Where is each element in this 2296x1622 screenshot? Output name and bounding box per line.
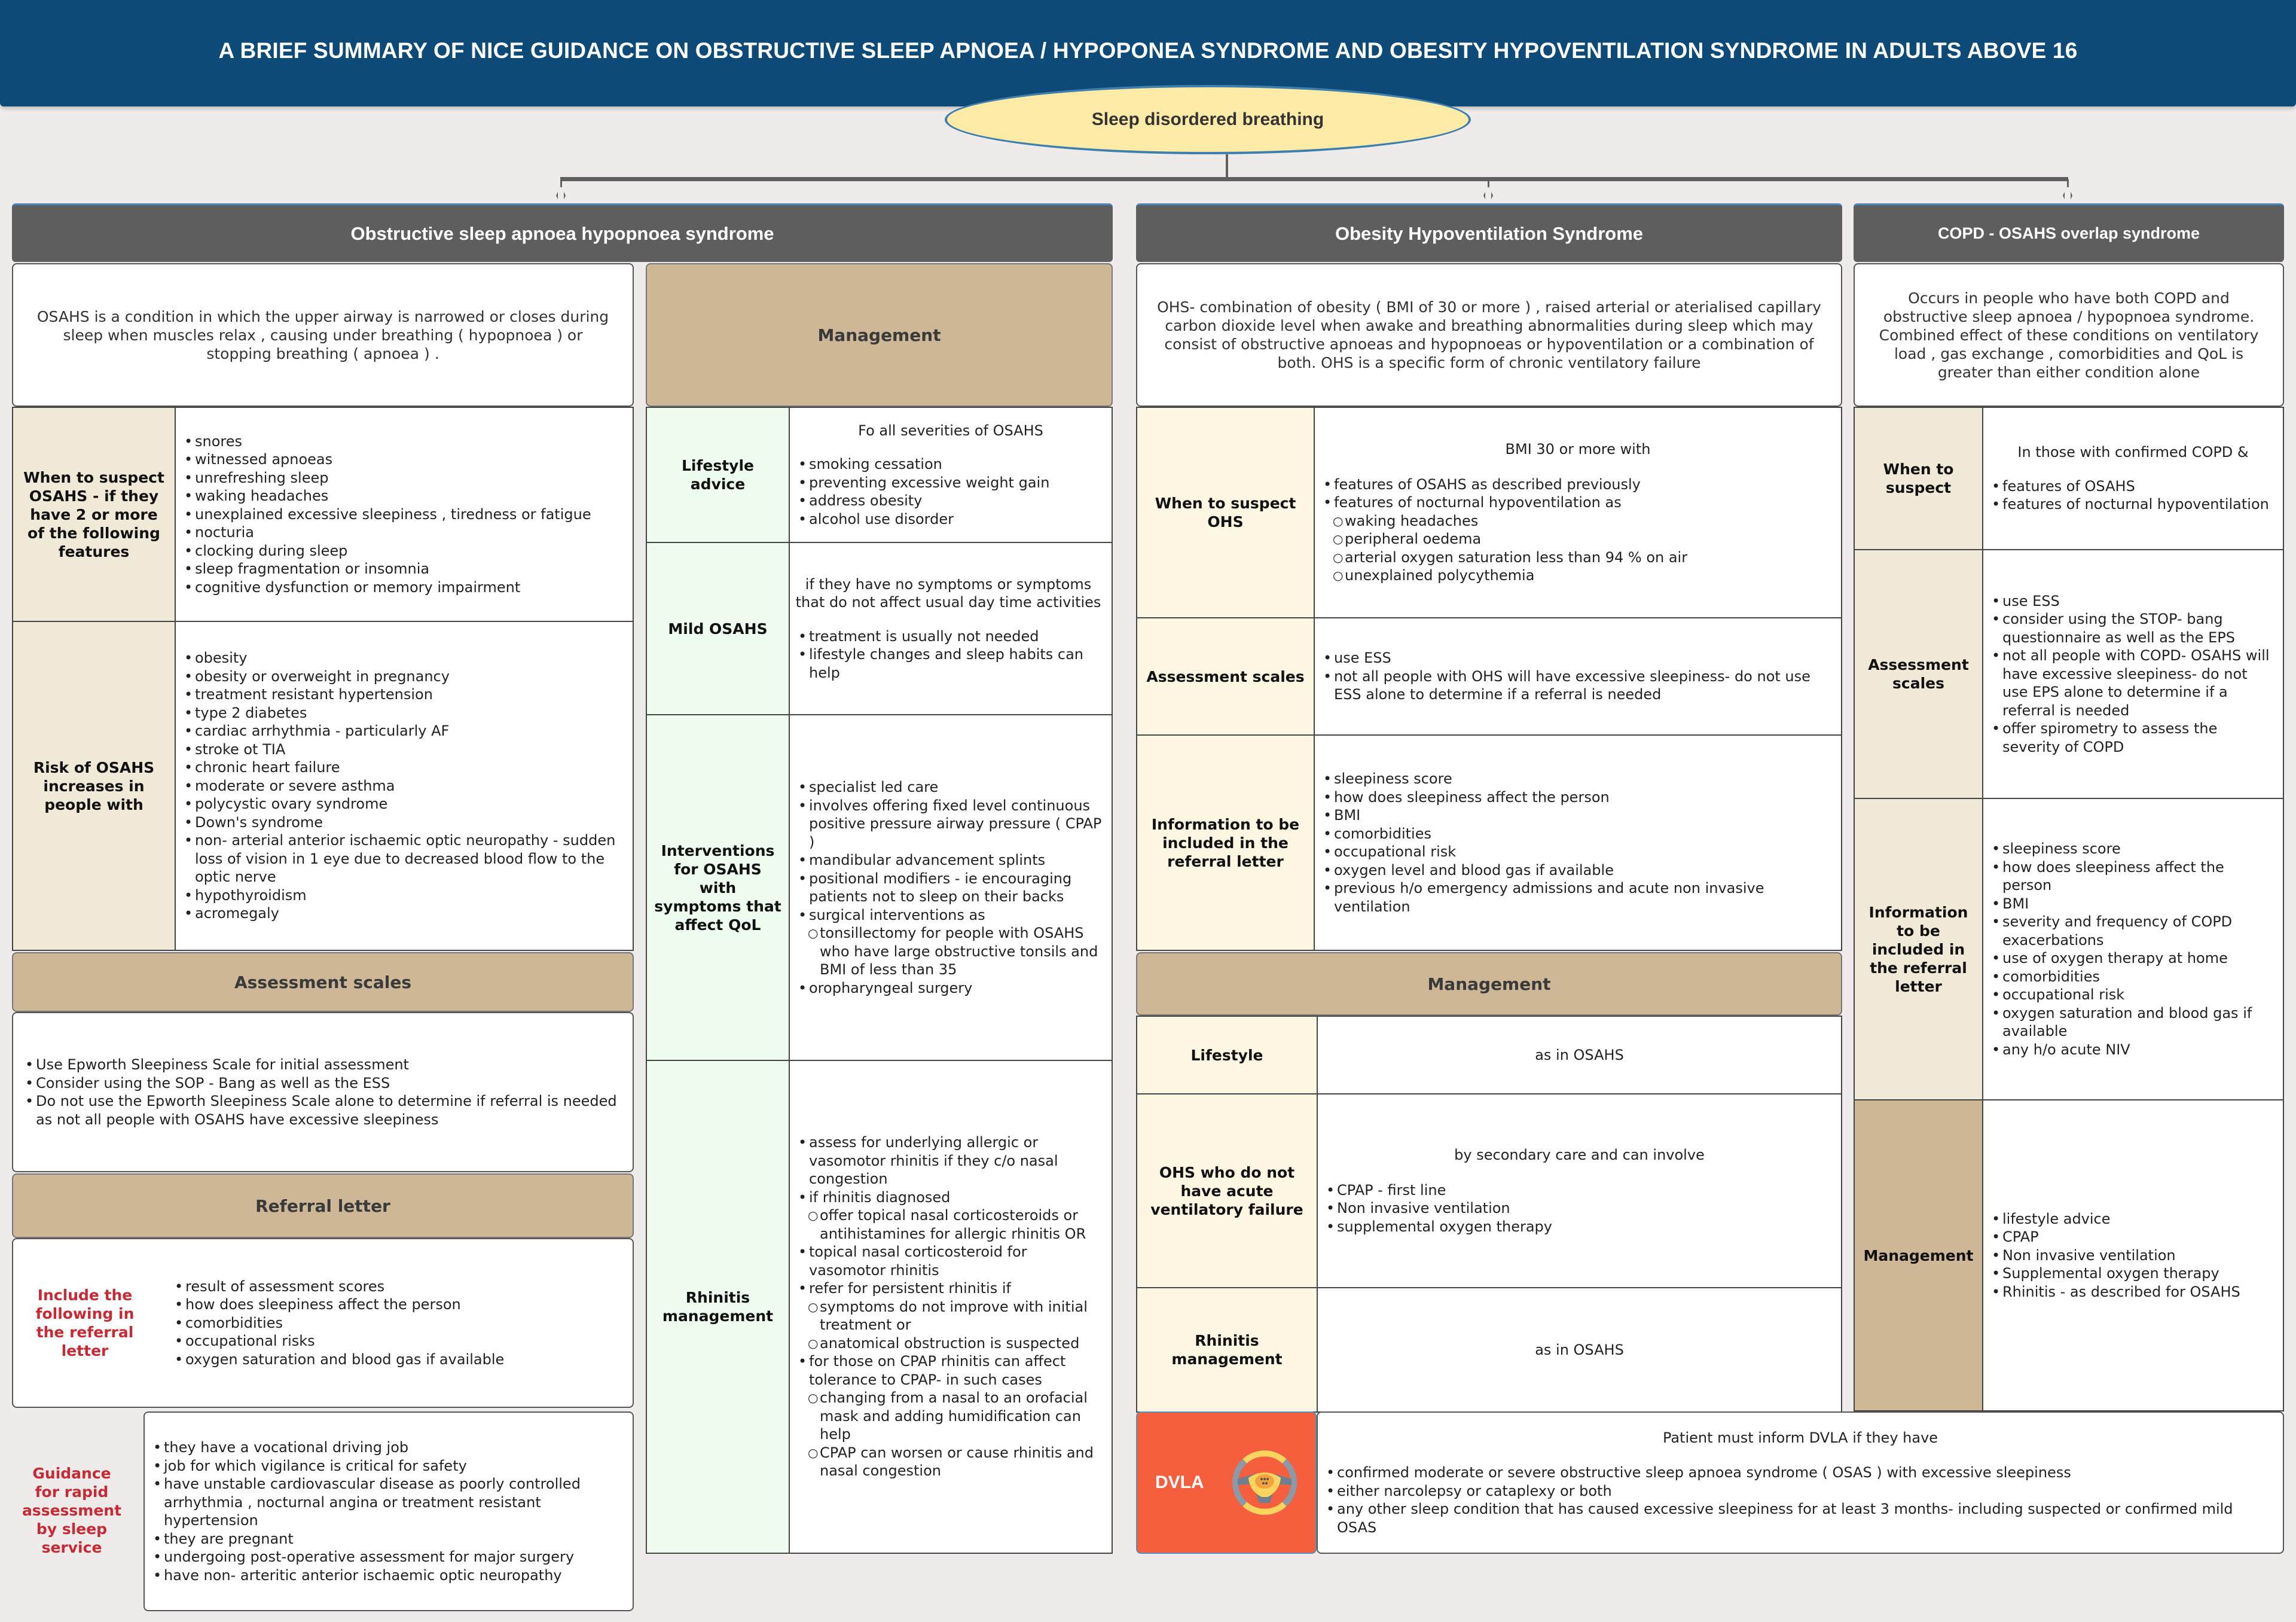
management-mild-row	[646, 543, 1113, 715]
ohs-rhinitis-content	[1318, 1288, 1841, 1411]
list-item: • result of assessment scores	[175, 1278, 624, 1296]
list-item: • clocking during sleep	[184, 542, 624, 560]
copd-referral-list	[1992, 840, 2274, 1059]
list-item: • undergoing post-operative assessment for major surgery	[153, 1548, 624, 1566]
osahs-management-header-label: Management	[817, 325, 941, 345]
ohs-assessment-label: Assessment scales	[1137, 618, 1315, 734]
osahs-assessment-header-label: Assessment scales	[234, 972, 411, 992]
list-item: • lifestyle changes and sleep habits can help	[798, 645, 1103, 682]
list-item: • Consider using the SOP - Bang as well as the ESS	[25, 1074, 624, 1093]
list-item: • Down's syndrome	[184, 813, 624, 832]
list-item: • witnessed apnoeas	[184, 450, 624, 469]
list-item: • preventing excessive weight gain	[798, 474, 1103, 492]
list-item: • job for which vigilance is critical for safety	[153, 1457, 624, 1475]
osahs-management-table	[646, 407, 1113, 1554]
management-lifestyle-content	[790, 408, 1112, 542]
sub-list-item: ○ symptoms do not improve with initial treatment or	[798, 1298, 1103, 1334]
list-item: • oxygen saturation and blood gas if available	[1992, 1004, 2274, 1041]
copd-suspect-intro: In those with confirmed COPD &	[2017, 444, 2249, 461]
ohs-criteria-table	[1136, 407, 1842, 951]
dvla-intro: Patient must inform DVLA if they have	[1662, 1429, 1938, 1446]
list-item: • comorbidities	[175, 1314, 624, 1333]
osahs-rapid-content	[145, 1438, 633, 1584]
list-item: • oxygen level and blood gas if available	[1323, 861, 1833, 880]
osahs-suspect-content	[176, 408, 633, 621]
ohs-definition-text: OHS- combination of obesity ( BMI of 30 or more ) , raised arterial or aterialised capillary carbon dioxide level when awake and breathing abnormalities during sleep which may consist of obstructive apnoeas and hypopnoeas or hypoventilation or a combination of both. OHS is a specific form of chronic ventilatory failure	[1157, 298, 1821, 371]
management-lifestyle-row	[646, 407, 1113, 543]
management-mild-label: Mild OSAHS	[647, 543, 790, 714]
sub-list-item: ○ anatomical obstruction is suspected	[798, 1334, 1103, 1353]
list-item: • treatment resistant hypertension	[184, 685, 624, 704]
list-item: • chronic heart failure	[184, 758, 624, 777]
osahs-risk-label: Risk of OSAHS increases in people with	[13, 622, 176, 950]
sub-list-item: ○ arterial oxygen saturation less than 94 % on air	[1323, 548, 1833, 567]
list-item: • they are pregnant	[153, 1530, 624, 1548]
osahs-referral-card	[12, 1238, 634, 1408]
copd-definition-text: Occurs in people who have both COPD and obstructive sleep apnoea / hypopnoea syndrome. Combined effect of these conditions on ventilatory load , gas exchange , comorbidities and QoL is greater than either condition alone	[1879, 289, 2259, 381]
osahs-assessment-header	[12, 952, 634, 1012]
list-item: • cognitive dysfunction or memory impairment	[184, 578, 624, 597]
management-rhinitis-label: Rhinitis management	[647, 1061, 790, 1553]
osahs-assessment-card	[12, 1012, 634, 1172]
list-item: • not all people with COPD- OSAHS will have excessive sleepiness- do not use EPS alone to determine if a referral is needed	[1992, 647, 2274, 719]
list-item: • features of nocturnal hypoventilation	[1992, 495, 2274, 514]
management-interventions-label: Interventions for OSAHS with symptoms that affect QoL	[647, 715, 790, 1060]
sub-list-item: ○ unexplained polycythemia	[1323, 566, 1833, 585]
ohs-management-header-label: Management	[1427, 974, 1551, 994]
list-item: • not all people with OHS will have excessive sleepiness- do not use ESS alone to determine if a referral is needed	[1323, 667, 1833, 704]
copd-assessment-row	[1854, 550, 2284, 799]
list-item: • Non invasive ventilation	[1992, 1246, 2274, 1265]
ohs-rhinitis-row	[1136, 1288, 1842, 1413]
page-title: A BRIEF SUMMARY OF NICE GUIDANCE ON OBSTRUCTIVE SLEEP APNOEA / HYPOPONEA SYNDROME AND OBESITY HYPOVENTILATION SYNDROME IN ADULTS ABOVE 16	[218, 38, 2078, 63]
osahs-rapid-label: Guidance for rapid assessment by sleep service	[22, 1464, 122, 1556]
ohs-definition-card	[1136, 263, 1842, 407]
list-item: • polycystic ovary syndrome	[184, 795, 624, 813]
list-item: • offer spirometry to assess the severity of COPD	[1992, 719, 2274, 756]
list-item: • treatment is usually not needed	[798, 627, 1103, 646]
ohs-suspect-content	[1315, 408, 1841, 617]
dvla-list	[1326, 1464, 2274, 1536]
management-interventions-list	[798, 778, 1103, 997]
osahs-rapid-card	[144, 1411, 634, 1611]
list-item: • previous h/o emergency admissions and acute non invasive ventilation	[1323, 879, 1833, 916]
ohs-management-table	[1136, 1016, 1842, 1413]
management-interventions-content	[790, 715, 1112, 1060]
list-item: • use ESS	[1323, 649, 1833, 667]
root-node-label: Sleep disordered breathing	[1091, 109, 1324, 129]
list-item: • stroke ot TIA	[184, 740, 624, 759]
dvla-badge	[1136, 1411, 1317, 1554]
list-item: • have non- arteritic anterior ischaemic optic neuropathy	[153, 1566, 624, 1585]
management-lifestyle-label: Lifestyle advice	[647, 408, 790, 542]
list-item: • occupational risks	[175, 1332, 624, 1350]
ohs-no-acute-list	[1326, 1181, 1833, 1236]
list-item: • either narcolepsy or cataplexy or both	[1326, 1482, 2274, 1501]
list-item: • occupational risk	[1323, 843, 1833, 861]
ohs-no-acute-label: OHS who do not have acute ventilatory failure	[1137, 1094, 1318, 1287]
ohs-lifestyle-label: Lifestyle	[1137, 1017, 1318, 1093]
ohs-assessment-content	[1315, 618, 1841, 734]
list-item: • how does sleepiness affect the person	[175, 1295, 624, 1314]
osahs-referral-header	[12, 1173, 634, 1238]
sub-list-item: ○ changing from a nasal to an orofacial mask and adding humidification can help	[798, 1389, 1103, 1444]
ohs-lifestyle-row	[1136, 1016, 1842, 1094]
ohs-no-acute-row	[1136, 1094, 1842, 1288]
list-item: • involves offering fixed level continuous positive pressure airway pressure ( CPAP )	[798, 797, 1103, 852]
list-item: • lifestyle advice	[1992, 1210, 2274, 1228]
copd-referral-content	[1983, 799, 2283, 1099]
list-item: • oxygen saturation and blood gas if available	[175, 1350, 624, 1369]
ohs-referral-row	[1136, 736, 1842, 951]
list-item: • specialist led care	[798, 778, 1103, 797]
copd-management-label: Management	[1855, 1100, 1983, 1410]
osahs-rapid-list	[153, 1438, 624, 1584]
list-item: • moderate or severe asthma	[184, 777, 624, 795]
ohs-suspect-list	[1323, 475, 1833, 585]
osahs-risk-list	[184, 649, 624, 923]
copd-suspect-label: When to suspect	[1855, 408, 1983, 549]
sub-list-item: ○ peripheral oedema	[1323, 530, 1833, 548]
list-item: • address obesity	[798, 492, 1103, 510]
column-header-osahs-label: Obstructive sleep apnoea hypopnoea syndrome	[350, 222, 774, 244]
list-item: • unexplained excessive sleepiness , tiredness or fatigue	[184, 505, 624, 524]
ohs-referral-label: Information to be included in the referral letter	[1137, 736, 1315, 950]
sub-list-item: ○ tonsillectomy for people with OSAHS who have large obstructive tonsils and BMI of less than 35	[798, 924, 1103, 979]
list-item: • refer for persistent rhinitis if	[798, 1279, 1103, 1298]
management-rhinitis-list	[798, 1133, 1103, 1480]
ohs-no-acute-content	[1318, 1094, 1841, 1287]
list-item: • obesity	[184, 649, 624, 667]
connector-diamond-copd	[2063, 185, 2072, 206]
ohs-suspect-label: When to suspect OHS	[1137, 408, 1315, 617]
copd-referral-label: Information to be included in the referral letter	[1855, 799, 1983, 1099]
list-item: • alcohol use disorder	[798, 510, 1103, 529]
list-item: • have unstable cardiovascular disease as poorly controlled arrhythmia , nocturnal angina or treatment resistant hypertension	[153, 1475, 624, 1530]
list-item: • Non invasive ventilation	[1326, 1199, 1833, 1218]
copd-management-content	[1983, 1100, 2283, 1410]
list-item: • consider using the STOP- bang questionnaire as well as the EPS	[1992, 610, 2274, 647]
list-item: • sleep fragmentation or insomnia	[184, 560, 624, 578]
dvla-label: DVLA	[1155, 1472, 1204, 1492]
list-item: • use of oxygen therapy at home	[1992, 949, 2274, 968]
list-item: • surgical interventions as	[798, 906, 1103, 925]
list-item: • they have a vocational driving job	[153, 1438, 624, 1457]
column-header-copd-label: COPD - OSAHS overlap syndrome	[1937, 224, 2200, 242]
list-item: • oropharyngeal surgery	[798, 979, 1103, 998]
management-mild-intro: if they have no symptoms or symptoms that do not affect usual day time activities	[795, 575, 1101, 611]
list-item: • Rhinitis - as described for OSAHS	[1992, 1283, 2274, 1301]
osahs-assessment-content	[13, 1056, 633, 1129]
list-item: • severity and frequency of COPD exacerbations	[1992, 913, 2274, 949]
osahs-suspect-label: When to suspect OSAHS - if they have 2 or more of the following features	[13, 408, 176, 621]
ohs-lifestyle-content	[1318, 1017, 1841, 1093]
ohs-suspect-intro: BMI 30 or more with	[1505, 441, 1651, 458]
list-item: • how does sleepiness affect the person	[1323, 788, 1833, 807]
list-item: • mandibular advancement splints	[798, 851, 1103, 870]
list-item: • features of OSAHS	[1992, 477, 2274, 496]
sub-list-item: ○ offer topical nasal corticosteroids or antihistamines for allergic rhinitis OR	[798, 1206, 1103, 1243]
list-item: • occupational risk	[1992, 986, 2274, 1004]
list-item: • comorbidities	[1323, 825, 1833, 843]
list-item: • supplemental oxygen therapy	[1326, 1218, 1833, 1236]
osahs-suspect-row	[12, 407, 634, 622]
osahs-risk-content	[176, 622, 633, 950]
osahs-referral-label: Include the following in the referral letter	[35, 1286, 135, 1359]
list-item: • CPAP - first line	[1326, 1181, 1833, 1200]
osahs-referral-header-label: Referral letter	[255, 1196, 390, 1216]
connector-vertical-root	[1226, 154, 1228, 178]
connector-diamond-osahs	[556, 185, 566, 206]
list-item: • sleepiness score	[1323, 770, 1833, 788]
list-item: • sleepiness score	[1992, 840, 2274, 858]
column-header-copd	[1854, 203, 2284, 262]
list-item: • hypothyroidism	[184, 886, 624, 905]
osahs-referral-content	[157, 1239, 633, 1407]
copd-table	[1854, 407, 2284, 1411]
management-interventions-row	[646, 715, 1113, 1061]
list-item: • non- arterial anterior ischaemic optic neuropathy - sudden loss of vision in 1 eye due to decreased blood flow to the optic nerve	[184, 831, 624, 886]
osahs-suspect-list	[184, 432, 624, 597]
list-item: • any h/o acute NIV	[1992, 1041, 2274, 1059]
steering-wheel-icon	[1232, 1449, 1297, 1516]
list-item: • Use Epworth Sleepiness Scale for initial assessment	[25, 1056, 624, 1074]
osahs-definition-text: OSAHS is a condition in which the upper airway is narrowed or closes during sleep when muscles relax , causing under breathing ( hypopnoea ) or stopping breathing ( apnoea ) .	[36, 307, 609, 362]
list-item: • confirmed moderate or severe obstructive sleep apnoea syndrome ( OSAS ) with excessive sleepiness	[1326, 1464, 2274, 1482]
osahs-management-header	[646, 263, 1113, 407]
dvla-content	[1318, 1429, 2283, 1537]
list-item: • CPAP	[1992, 1228, 2274, 1246]
ohs-lifestyle-text: as in OSAHS	[1535, 1046, 1624, 1063]
list-item: • for those on CPAP rhinitis can affect tolerance to CPAP- in such cases	[798, 1352, 1103, 1389]
ohs-referral-content	[1315, 736, 1841, 950]
osahs-definition-card	[12, 263, 634, 407]
connector-diamond-ohs	[1483, 185, 1493, 206]
copd-management-list	[1992, 1210, 2274, 1301]
ohs-rhinitis-label: Rhinitis management	[1137, 1288, 1318, 1411]
management-lifestyle-intro: Fo all severities of OSAHS	[858, 422, 1043, 439]
copd-assessment-list	[1992, 592, 2274, 757]
list-item: • obesity or overweight in pregnancy	[184, 667, 624, 686]
ohs-management-header	[1136, 952, 1842, 1016]
management-mild-content	[790, 543, 1112, 714]
management-mild-list	[793, 627, 1103, 682]
list-item: • Supplemental oxygen therapy	[1992, 1264, 2274, 1283]
copd-suspect-content	[1983, 408, 2283, 549]
copd-referral-row	[1854, 799, 2284, 1100]
copd-definition-card	[1854, 263, 2284, 407]
connector-horizontal	[560, 177, 2068, 181]
list-item: • features of nocturnal hypoventilation as	[1323, 493, 1833, 512]
list-item: • BMI	[1323, 806, 1833, 825]
column-header-ohs	[1136, 203, 1842, 262]
list-item: • cardiac arrhythmia - particularly AF	[184, 722, 624, 740]
list-item: • positional modifiers - ie encouraging patients not to sleep on their backs	[798, 870, 1103, 906]
list-item: • use ESS	[1992, 592, 2274, 611]
management-rhinitis-row	[646, 1061, 1113, 1554]
osahs-referral-list	[175, 1278, 624, 1369]
list-item: • waking headaches	[184, 487, 624, 505]
ohs-referral-list	[1323, 770, 1833, 916]
list-item: • how does sleepiness affect the person	[1992, 858, 2274, 895]
ohs-assessment-row	[1136, 618, 1842, 736]
ohs-assessment-list	[1323, 649, 1833, 704]
root-node-sleep-disordered-breathing	[945, 85, 1471, 154]
copd-suspect-row	[1854, 407, 2284, 550]
management-rhinitis-content	[790, 1061, 1112, 1553]
copd-assessment-content	[1983, 550, 2283, 798]
osahs-assessment-list	[25, 1056, 624, 1129]
list-item: • topical nasal corticosteroid for vasomotor rhinitis	[798, 1243, 1103, 1279]
list-item: • type 2 diabetes	[184, 704, 624, 722]
list-item: • assess for underlying allergic or vasomotor rhinitis if they c/o nasal congestion	[798, 1133, 1103, 1188]
copd-suspect-list	[1992, 477, 2274, 514]
sub-list-item: ○ CPAP can worsen or cause rhinitis and nasal congestion	[798, 1444, 1103, 1480]
column-header-ohs-label: Obesity Hypoventilation Syndrome	[1335, 222, 1644, 244]
copd-management-row	[1854, 1100, 2284, 1411]
list-item: • any other sleep condition that has caused excessive sleepiness for at least 3 months- including suspected or confirmed mild OSAS	[1326, 1500, 2274, 1536]
list-item: • features of OSAHS as described previously	[1323, 475, 1833, 494]
osahs-criteria-table	[12, 407, 634, 951]
list-item: • unrefreshing sleep	[184, 469, 624, 487]
column-header-osahs	[12, 203, 1113, 262]
list-item: • smoking cessation	[798, 455, 1103, 474]
ohs-no-acute-intro: by secondary care and can involve	[1454, 1147, 1705, 1163]
copd-assessment-label: Assessment scales	[1855, 550, 1983, 798]
list-item: • if rhinitis diagnosed	[798, 1188, 1103, 1207]
list-item: • comorbidities	[1992, 968, 2274, 986]
list-item: • acromegaly	[184, 904, 624, 923]
management-lifestyle-list	[798, 455, 1103, 528]
sub-list-item: ○ waking headaches	[1323, 512, 1833, 530]
dvla-card	[1317, 1411, 2284, 1554]
list-item: • Do not use the Epworth Sleepiness Scale alone to determine if referral is needed as not all people with OSAHS have excessive sleepiness	[25, 1092, 624, 1129]
ohs-rhinitis-text: as in OSAHS	[1535, 1341, 1624, 1358]
osahs-risk-row	[12, 622, 634, 951]
ohs-suspect-row	[1136, 407, 1842, 618]
list-item: • snores	[184, 432, 624, 451]
list-item: • BMI	[1992, 895, 2274, 913]
list-item: • nocturia	[184, 523, 624, 542]
